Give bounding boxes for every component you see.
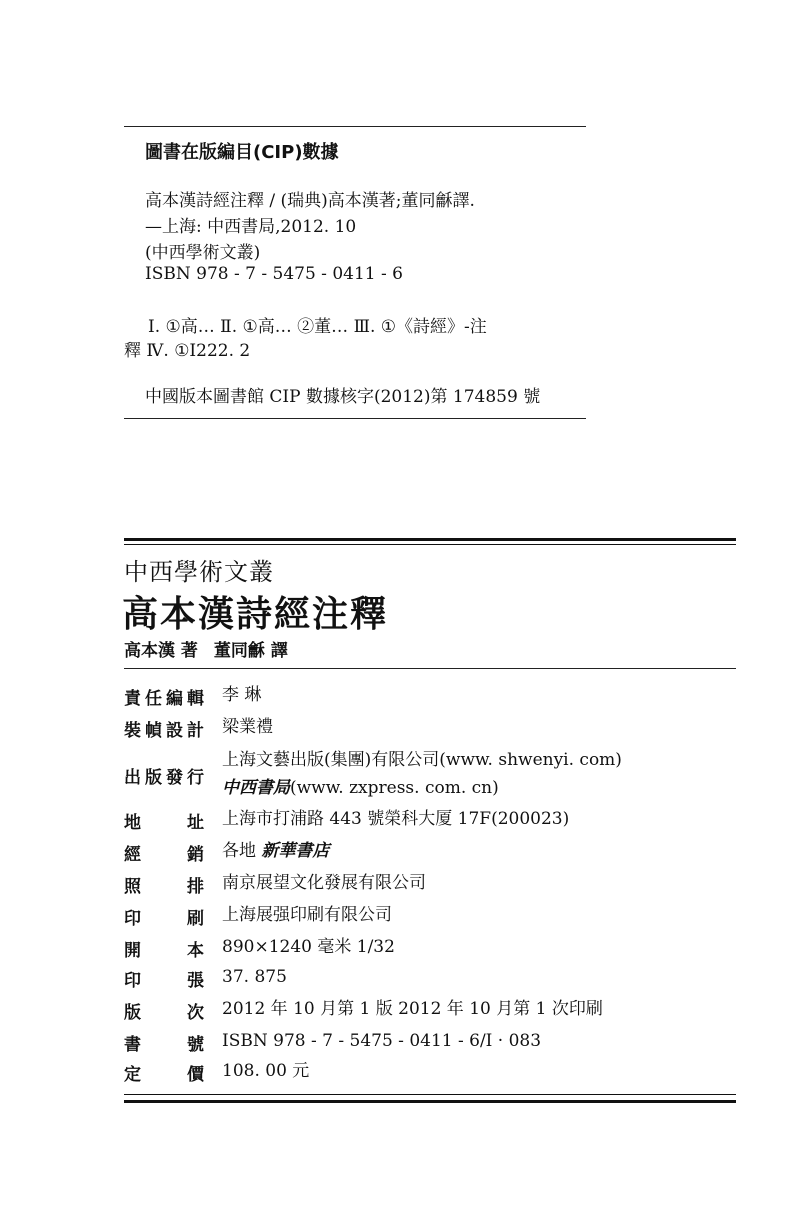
- label-char-1: 地: [124, 813, 141, 833]
- zhongxi-logo: 中西書局: [222, 778, 290, 798]
- colophon-label: [124, 808, 204, 833]
- colophon-value: 890×1240 毫米 1/32: [222, 937, 395, 957]
- cip-line-1: 高本漢詩經注釋 / (瑞典)高本漢著;董同龢譯.: [145, 191, 475, 211]
- colophon-bottom-rule-thin: [124, 1094, 736, 1095]
- cip-class-line-1: Ⅰ. ①高… Ⅱ. ①高… ②董… Ⅲ. ①《詩經》-注: [148, 317, 487, 337]
- colophon-label: 印 刷: [124, 909, 204, 929]
- colophon-label: 照 排: [124, 877, 204, 897]
- colophon-label: 出 版 發 行: [124, 767, 204, 788]
- cip-line-2: —上海: 中西書局,2012. 10: [145, 217, 357, 237]
- book-title: 高本漢詩經注釋: [122, 593, 389, 635]
- colophon-row-printing: [124, 904, 392, 929]
- colophon-bottom-rule: [124, 1100, 736, 1103]
- cip-top-rule: [124, 126, 586, 127]
- title-top-rule-thin: [124, 544, 736, 545]
- colophon-row-editor: [124, 684, 261, 709]
- cip-title: 圖書在版編目(CIP)數據: [145, 142, 339, 163]
- label-char-2: 址: [187, 813, 204, 833]
- colophon-value: 2012 年 10 月第 1 版 2012 年 10 月第 1 次印刷: [222, 999, 603, 1019]
- colophon-row-sheets: [124, 966, 287, 991]
- colophon-row-publisher: [124, 746, 622, 802]
- cip-class-line-2: 釋 Ⅳ. ①I222. 2: [124, 341, 251, 361]
- colophon-value: 上海展强印刷有限公司: [222, 905, 392, 925]
- colophon-label: 定 價: [124, 1065, 204, 1085]
- colophon-value: 108. 00 元: [222, 1061, 310, 1081]
- colophon-label: 責 任 編 輯: [124, 689, 204, 709]
- title-top-rule: [124, 538, 736, 541]
- translator: 董同龢 譯: [213, 641, 288, 661]
- colophon-value: [222, 840, 329, 862]
- colophon-row-format: [124, 936, 395, 961]
- xinhua-logo: 新華書店: [261, 841, 330, 861]
- colophon-value: 李 琳: [222, 685, 262, 705]
- colophon-label: 經 銷: [124, 845, 204, 865]
- colophon-value: 南京展望文化發展有限公司: [222, 873, 426, 893]
- colophon-row-address: [124, 808, 569, 833]
- cip-line-3: (中西學術文叢): [145, 243, 261, 263]
- publisher-values: [222, 746, 622, 802]
- colophon-label: 開 本: [124, 941, 204, 961]
- series-name: 中西學術文叢: [124, 558, 274, 586]
- colophon-label: 書 號: [124, 1035, 204, 1055]
- publisher-line-1: 上海文藝出版(集團)有限公司(www. shwenyi. com): [222, 750, 622, 770]
- colophon-row-price: [124, 1060, 309, 1085]
- cip-verify: 中國版本圖書館 CIP 數據核字(2012)第 174859 號: [145, 387, 541, 407]
- colophon-label: 印 張: [124, 971, 204, 991]
- distribution-text: 各地: [222, 841, 256, 861]
- colophon-label: 裝 幀 設 計: [124, 721, 204, 741]
- colophon-row-isbn: [124, 1030, 541, 1055]
- colophon-value: 37. 875: [222, 967, 287, 987]
- colophon-row-distribution: [124, 840, 329, 865]
- colophon-value: 上海市打浦路 443 號榮科大厦 17F(200023): [222, 809, 570, 829]
- colophon-row-edition: [124, 998, 603, 1023]
- author: 高本漢 著: [124, 641, 198, 661]
- authors-line: [124, 636, 298, 661]
- colophon-value: ISBN 978 - 7 - 5475 - 0411 - 6/I · 083: [222, 1031, 542, 1051]
- cip-line-4: ISBN 978 - 7 - 5475 - 0411 - 6: [145, 264, 403, 284]
- colophon-value: 梁業禮: [222, 717, 273, 737]
- colophon-row-design: [124, 716, 273, 741]
- publisher-line-2: [222, 774, 622, 802]
- cip-bottom-rule: [124, 418, 586, 419]
- title-bottom-rule: [124, 668, 736, 669]
- publisher-url: (www. zxpress. com. cn): [290, 778, 499, 798]
- colophon-label: 版 次: [124, 1003, 204, 1023]
- colophon-row-typesetting: [124, 872, 426, 897]
